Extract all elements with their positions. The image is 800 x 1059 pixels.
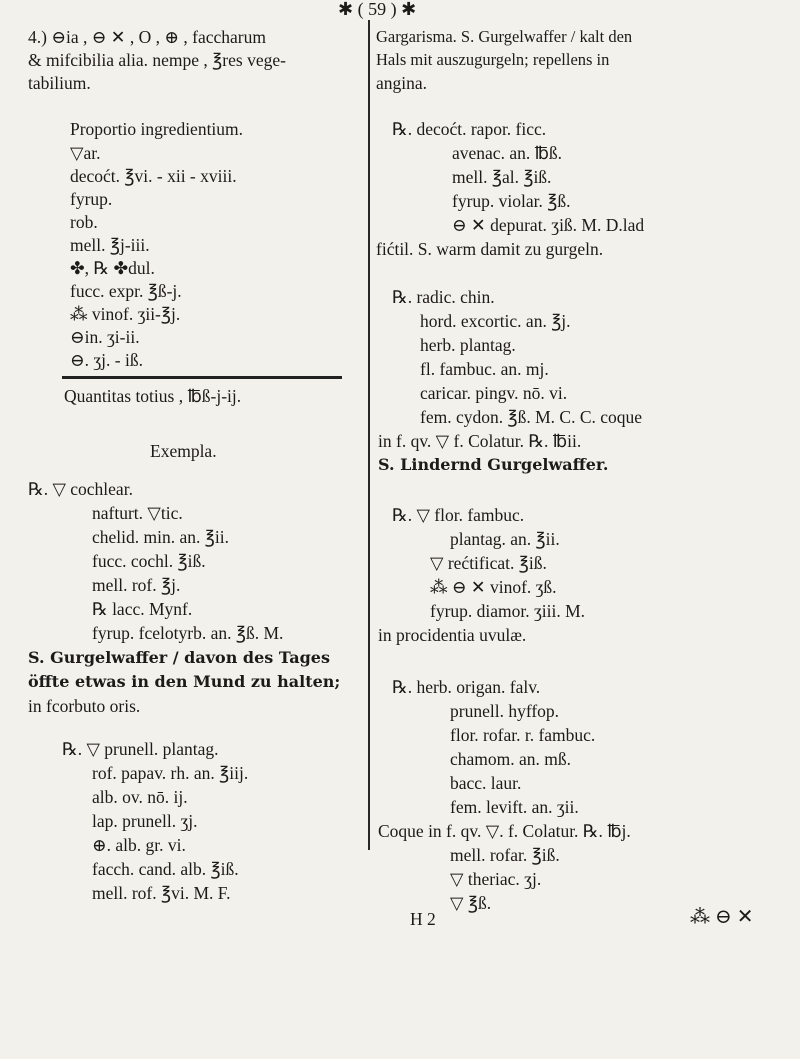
signatura-line: fićtil. S. warm damit zu gurgeln.: [376, 239, 604, 259]
recipe-line: ⁂ ⊖ ✕ vinof. ʒß.: [430, 577, 557, 597]
proportio-line: rob.: [70, 212, 98, 232]
recipe-line: in f. qv. ▽ f. Colatur. ℞. ℔ii.: [378, 431, 582, 451]
column-divider: [368, 20, 370, 850]
recipe-line: fyrup. violar. ℥ß.: [452, 191, 571, 211]
proportio-line: mell. ℥j-iii.: [70, 235, 150, 255]
recipe-line: hord. excortic. an. ℥j.: [420, 311, 571, 331]
signatura-line: S. Lindernd Gurgelwaffer.: [378, 455, 609, 474]
indication-line: in fcorbuto oris.: [28, 696, 141, 716]
recipe-line: ▽ theriac. ʒj.: [450, 869, 542, 889]
recipe-line: mell. rofar. ℥iß.: [450, 845, 560, 865]
proportio-title: Proportio ingredientium.: [70, 119, 244, 139]
exempla-title: Exempla.: [150, 441, 217, 461]
recipe-line: fyrup. fcelotyrb. an. ℥ß. M.: [92, 623, 284, 643]
recipe-line: ⊖ ✕ depurat. ʒiß. M. D.lad: [452, 215, 645, 235]
proportio-line: ▽ar.: [70, 143, 101, 163]
right-intro-line: Gargarisma. S. Gurgelwaffer / kalt den: [376, 27, 633, 46]
proportio-line: ⁂ vinof. ʒii-℥j.: [70, 304, 181, 324]
signatura-line: öffte etwas in den Mund zu halten;: [28, 672, 341, 691]
recipe-line: fucc. cochl. ℥iß.: [92, 551, 206, 571]
left-intro-line: & mifcibilia alia. nempe , ℥res vege-: [28, 50, 286, 70]
recipe-line: bacc. laur.: [450, 773, 522, 793]
recipe-line: alb. ov. nō. ij.: [92, 787, 188, 807]
recipe-line: prunell. hyffop.: [450, 701, 560, 721]
proportio-line: ⊖in. ʒi-ii.: [70, 327, 140, 347]
recipe-line: ℞. ▽ flor. fambuc.: [392, 505, 525, 525]
recipe-line: ℞. decoćt. rapor. ficc.: [392, 119, 547, 139]
proportio-line: fyrup.: [70, 189, 113, 209]
recipe-line: chelid. min. an. ℥ii.: [92, 527, 229, 547]
left-intro-line: tabilium.: [28, 73, 91, 93]
recipe-line: caricar. pingv. nō. vi.: [420, 383, 568, 403]
recipe-line: flor. rofar. r. fambuc.: [450, 725, 596, 745]
recipe-line: Coque in f. qv. ▽. f. Colatur. ℞. ℔j.: [378, 821, 631, 841]
proportio-rule: [62, 376, 342, 379]
recipe-line: plantag. an. ℥ii.: [450, 529, 560, 549]
recipe-line: ℞. ▽ prunell. plantag.: [62, 739, 219, 759]
recipe-line: mell. rof. ℥j.: [92, 575, 181, 595]
proportio-line: ✤, ℞ ✤dul.: [70, 258, 155, 278]
proportio-line: ⊖. ʒj. - iß.: [70, 350, 143, 370]
proportio-line: fucc. expr. ℥ß-j.: [70, 281, 182, 301]
recipe-line: ▽ rećtificat. ℥iß.: [430, 553, 547, 573]
recipe-line: fl. fambuc. an. mj.: [420, 359, 549, 379]
page-header: ✱ ( 59 ) ✱: [338, 0, 417, 19]
recipe-line: rof. papav. rh. an. ℥iij.: [92, 763, 249, 783]
recipe-line: fem. levift. an. ʒii.: [450, 797, 579, 817]
signature-mark: H 2: [410, 909, 436, 929]
recipe-line: fyrup. diamor. ʒiii. M.: [430, 601, 586, 621]
recipe-line: ⊕. alb. gr. vi.: [92, 835, 186, 855]
signatura-line: S. Gurgelwaffer / davon des Tages: [28, 648, 330, 667]
recipe-line: chamom. an. mß.: [450, 749, 572, 769]
left-intro-line: 4.) ⊖ia , ⊖ ✕ , O , ⊕ , faccharum: [28, 27, 266, 47]
recipe-line: fem. cydon. ℥ß. M. C. C. coque: [420, 407, 643, 427]
recipe-line: ℞. radic. chin.: [392, 287, 495, 307]
catchword: ⁂ ⊖ ✕: [690, 906, 754, 928]
recipe-line: mell. ℥al. ℥iß.: [452, 167, 552, 187]
quantitas-line: Quantitas totius , ℔ß-j-ij.: [64, 386, 242, 406]
recipe-line: ℞. ▽ cochlear.: [28, 479, 133, 499]
recipe-line: lap. prunell. ʒj.: [92, 811, 198, 831]
proportio-line: decoćt. ℥vi. - xii - xviii.: [70, 166, 237, 186]
recipe-line: avenac. an. ℔ß.: [452, 143, 563, 163]
recipe-line: ℞. herb. origan. falv.: [392, 677, 541, 697]
recipe-line: nafturt. ▽tic.: [92, 503, 183, 523]
indication-line: in procidentia uvulæ.: [378, 625, 527, 645]
right-intro-line: Hals mit auszugurgeln; repellens in: [376, 50, 610, 69]
recipe-line: ℞ lacc. Mynf.: [92, 599, 193, 619]
right-intro-line: angina.: [376, 73, 428, 93]
recipe-line: facch. cand. alb. ℥iß.: [92, 859, 239, 879]
recipe-line: ▽ ℥ß.: [450, 893, 492, 913]
recipe-line: mell. rof. ℥vi. M. F.: [92, 883, 231, 903]
recipe-line: herb. plantag.: [420, 335, 516, 355]
